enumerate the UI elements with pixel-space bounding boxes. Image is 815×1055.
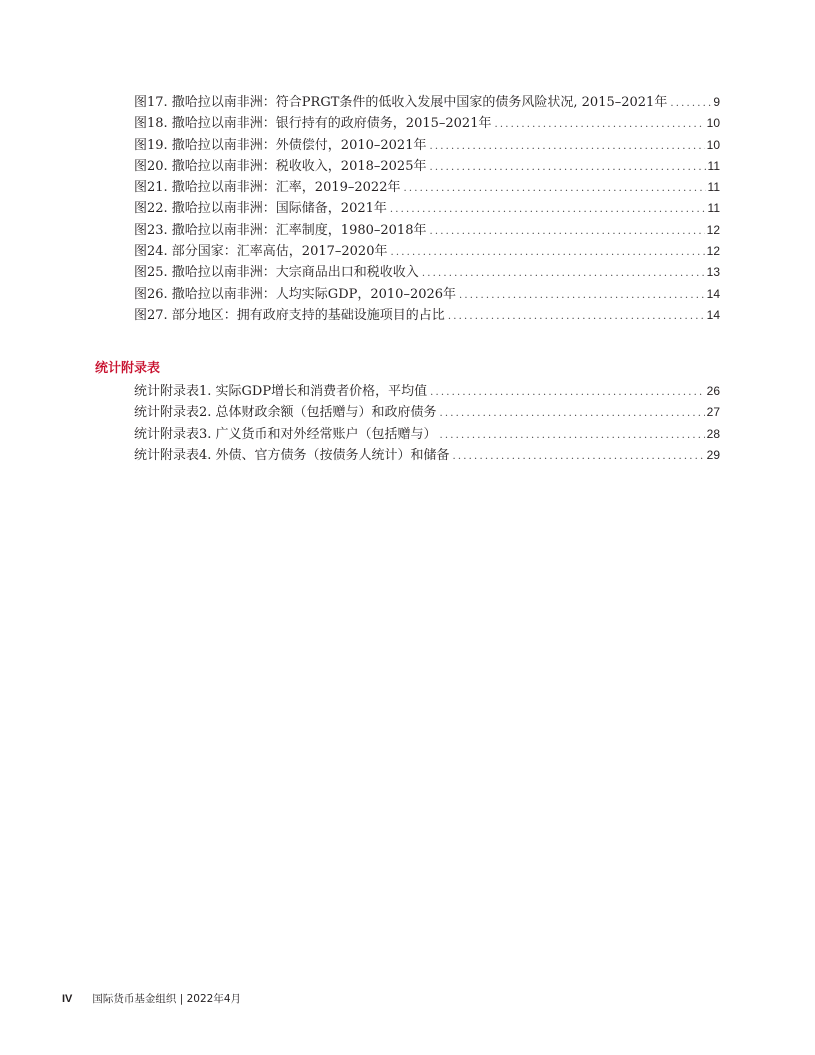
toc-entry-page: 29 <box>706 447 720 462</box>
toc-entry-page: 12 <box>706 222 720 237</box>
toc-entry-page: 10 <box>706 116 720 131</box>
toc-entry-page: 14 <box>706 286 720 301</box>
toc-entry-page: 11 <box>707 158 720 173</box>
toc-entry-table-2[interactable] <box>134 402 720 423</box>
dot-leader <box>429 157 705 178</box>
dot-leader <box>390 242 704 263</box>
toc-entry-title: 图20. 撒哈拉以南非洲：税收收入，2018–2025年 <box>134 158 427 174</box>
toc-entry-title: 图25. 撒哈拉以南非洲：大宗商品出口和税收收入 <box>134 265 419 281</box>
tables-list <box>134 381 720 466</box>
toc-entry-title: 图26. 撒哈拉以南非洲：人均实际GDP，2010–2026年 <box>134 286 457 302</box>
toc-entry-page: 28 <box>706 426 720 441</box>
dot-leader <box>453 446 705 467</box>
toc-entry-figure-26[interactable] <box>134 284 720 305</box>
footer-publication: 国际货币基金组织 | 2022年4月 <box>92 993 242 1005</box>
toc-entry-title: 图27. 部分地区：拥有政府支持的基础设施项目的占比 <box>134 307 445 323</box>
toc-entry-figure-25[interactable] <box>134 262 720 283</box>
toc-entry-page: 14 <box>706 307 720 322</box>
section-heading-statistical-appendix: 统计附录表 <box>95 361 161 376</box>
dot-leader <box>440 403 705 424</box>
footer-page-number: IV <box>62 993 73 1005</box>
toc-entry-figure-18[interactable] <box>134 113 720 134</box>
dot-leader <box>440 425 705 446</box>
toc-entry-figure-19[interactable] <box>134 135 720 156</box>
figures-list <box>134 92 720 326</box>
toc-entry-page: 12 <box>706 244 720 259</box>
toc-entry-title: 图17. 撒哈拉以南非洲：符合PRGT条件的低收入发展中国家的债务风险状况, 2015–2021年 <box>134 95 668 110</box>
toc-entry-title: 图24. 部分国家：汇率高估，2017–2020年 <box>134 244 388 260</box>
toc-entry-figure-24[interactable] <box>134 241 720 262</box>
toc-entry-title: 图18. 撒哈拉以南非洲：银行持有的政府债务，2015–2021年 <box>134 116 492 132</box>
toc-entry-page: 11 <box>707 201 720 216</box>
toc-entry-figure-20[interactable] <box>134 156 720 177</box>
dot-leader <box>670 93 711 114</box>
toc-entry-figure-21[interactable] <box>134 177 720 198</box>
dot-leader <box>430 382 705 403</box>
toc-entry-title: 统计附录表3. 广义货币和对外经常账户（包括赠与） <box>134 426 437 442</box>
toc-entry-figure-27[interactable] <box>134 305 720 326</box>
toc-entry-page: 9 <box>713 95 720 109</box>
toc-entry-table-4[interactable] <box>134 445 720 466</box>
dot-leader <box>448 306 705 327</box>
toc-entry-table-1[interactable] <box>134 381 720 402</box>
toc-entry-title: 统计附录表4. 外债、官方债务（按债务人统计）和储备 <box>134 447 450 463</box>
toc-entry-title: 图19. 撒哈拉以南非洲：外债偿付，2010–2021年 <box>134 137 427 153</box>
toc-entry-page: 26 <box>706 384 720 398</box>
dot-leader <box>422 263 705 284</box>
dot-leader <box>403 178 705 199</box>
toc-entry-title: 统计附录表1. 实际GDP增长和消费者价格，平均值 <box>134 384 428 399</box>
toc-entry-figure-23[interactable] <box>134 220 720 241</box>
page-footer <box>62 992 241 1006</box>
toc-entry-title: 图22. 撒哈拉以南非洲：国际储备，2021年 <box>134 201 387 217</box>
toc-entry-page: 10 <box>706 137 720 152</box>
dot-leader <box>429 221 704 242</box>
dot-leader <box>390 199 706 220</box>
toc-entry-figure-17[interactable] <box>134 92 720 113</box>
dot-leader <box>494 114 704 135</box>
toc-entry-title: 统计附录表2. 总体财政余额（包括赠与）和政府债务 <box>134 405 437 421</box>
toc-entry-table-3[interactable] <box>134 424 720 445</box>
toc-entry-figure-22[interactable] <box>134 198 720 219</box>
toc-entry-title: 图21. 撒哈拉以南非洲：汇率，2019–2022年 <box>134 180 401 196</box>
toc-entry-page: 13 <box>706 265 720 280</box>
toc-entry-title: 图23. 撒哈拉以南非洲：汇率制度，1980–2018年 <box>134 222 427 238</box>
toc-entry-page: 27 <box>706 405 720 420</box>
toc-entry-page: 11 <box>707 180 720 195</box>
dot-leader <box>429 136 704 157</box>
dot-leader <box>459 285 705 306</box>
